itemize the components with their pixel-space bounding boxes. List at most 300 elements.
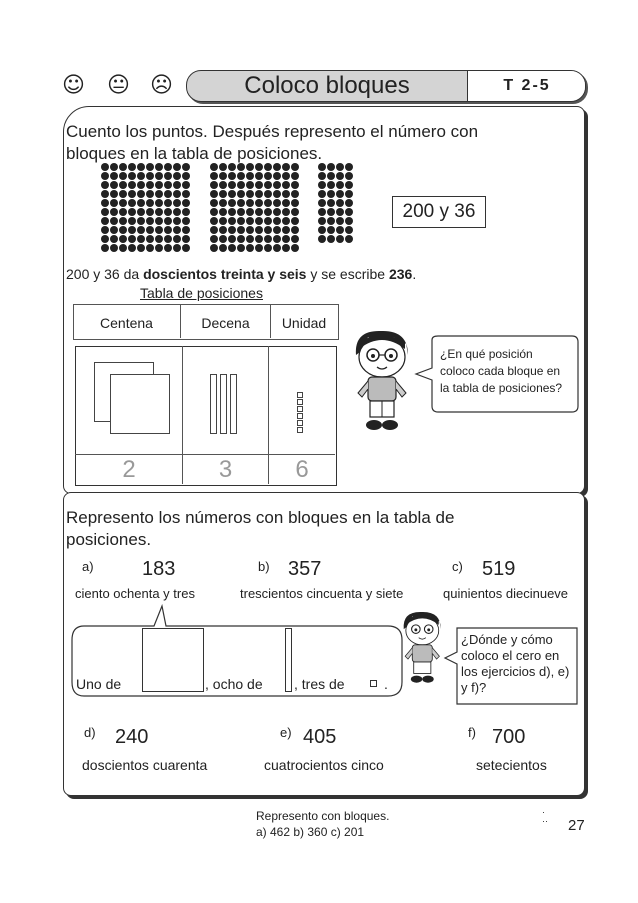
dot xyxy=(282,226,290,234)
header-unidad: Unidad xyxy=(281,315,327,331)
dot xyxy=(182,181,190,189)
dot xyxy=(336,172,344,180)
dot xyxy=(146,163,154,171)
dot xyxy=(345,235,353,243)
dot xyxy=(119,163,127,171)
dot xyxy=(128,190,136,198)
dot xyxy=(255,217,263,225)
unit-cube xyxy=(297,399,303,405)
dot xyxy=(264,226,272,234)
dot xyxy=(219,199,227,207)
dot xyxy=(246,199,254,207)
dot xyxy=(219,190,227,198)
dot xyxy=(110,190,118,198)
dot xyxy=(119,217,127,225)
hundred-block-example xyxy=(142,628,204,692)
dot xyxy=(101,190,109,198)
dot xyxy=(291,244,299,252)
hundred-dots-1 xyxy=(101,163,190,252)
dot xyxy=(110,163,118,171)
header-centena: Centena xyxy=(100,315,153,331)
dot xyxy=(155,181,163,189)
dot xyxy=(237,172,245,180)
dot xyxy=(291,235,299,243)
dot xyxy=(210,226,218,234)
dot xyxy=(282,208,290,216)
item-a-words: ciento ochenta y tres xyxy=(75,586,195,601)
dot xyxy=(101,199,109,207)
unit-cube xyxy=(297,420,303,426)
hundred-block xyxy=(110,374,170,434)
instruction-2-line1: Represento los números con bloques en la tabla de xyxy=(66,508,455,527)
dot xyxy=(264,235,272,243)
dot xyxy=(210,181,218,189)
dot xyxy=(282,190,290,198)
dot xyxy=(255,208,263,216)
dot xyxy=(282,163,290,171)
dot xyxy=(228,199,236,207)
dot xyxy=(291,208,299,216)
dot xyxy=(210,235,218,243)
dot xyxy=(318,208,326,216)
item-b-number: 357 xyxy=(288,558,322,580)
dot xyxy=(228,226,236,234)
dot xyxy=(210,163,218,171)
dot xyxy=(264,208,272,216)
dot xyxy=(119,172,127,180)
dot xyxy=(336,199,344,207)
dot xyxy=(210,244,218,252)
dot xyxy=(164,208,172,216)
dot xyxy=(291,190,299,198)
dot xyxy=(210,208,218,216)
dot xyxy=(282,235,290,243)
dot xyxy=(273,190,281,198)
dot xyxy=(155,235,163,243)
dot xyxy=(219,226,227,234)
dot xyxy=(336,226,344,234)
item-e-words: cuatrocientos cinco xyxy=(264,757,384,773)
dot xyxy=(146,190,154,198)
dot xyxy=(173,208,181,216)
item-c-letter: c) xyxy=(452,559,463,574)
dot xyxy=(345,226,353,234)
dot xyxy=(101,244,109,252)
dot xyxy=(164,226,172,234)
dot xyxy=(110,217,118,225)
dot xyxy=(291,172,299,180)
dot xyxy=(182,235,190,243)
dot xyxy=(228,172,236,180)
dot xyxy=(246,244,254,252)
dot xyxy=(327,163,335,171)
dot xyxy=(282,181,290,189)
dot xyxy=(101,208,109,216)
dot xyxy=(291,163,299,171)
dot xyxy=(219,181,227,189)
hint-tres-de: , tres de xyxy=(294,676,345,692)
dot xyxy=(264,172,272,180)
dot xyxy=(146,226,154,234)
dot xyxy=(291,217,299,225)
dot xyxy=(137,226,145,234)
dot xyxy=(327,217,335,225)
dot xyxy=(128,199,136,207)
dot xyxy=(137,172,145,180)
dot xyxy=(318,235,326,243)
dot xyxy=(119,190,127,198)
dot xyxy=(137,199,145,207)
lesson-code: T 2-5 xyxy=(467,71,586,101)
dot xyxy=(345,181,353,189)
dot xyxy=(345,199,353,207)
dot xyxy=(246,181,254,189)
dot xyxy=(110,244,118,252)
bubble-question-2: ¿Dónde y cómo coloco el cero en los ejercicios d), e) y f)? xyxy=(461,632,570,695)
dot xyxy=(255,190,263,198)
dot xyxy=(182,217,190,225)
dot xyxy=(336,217,344,225)
dot xyxy=(128,244,136,252)
dot xyxy=(128,217,136,225)
dot xyxy=(219,163,227,171)
dot xyxy=(164,244,172,252)
dot xyxy=(318,163,326,171)
dot xyxy=(336,163,344,171)
instruction-2-line2: posiciones. xyxy=(66,530,152,549)
dot xyxy=(255,235,263,243)
dot xyxy=(273,163,281,171)
dot xyxy=(155,226,163,234)
dot xyxy=(282,172,290,180)
dot xyxy=(255,244,263,252)
dot xyxy=(110,235,118,243)
dot xyxy=(228,208,236,216)
dot xyxy=(228,217,236,225)
ten-rod xyxy=(210,374,217,434)
dot xyxy=(237,181,245,189)
dot xyxy=(318,199,326,207)
dot xyxy=(182,190,190,198)
dot xyxy=(237,190,245,198)
instruction-1-line1: Cuento los puntos. Después represento el número con xyxy=(66,122,479,141)
sad-face-icon: ☹ xyxy=(150,73,173,98)
dot xyxy=(282,244,290,252)
dot xyxy=(336,208,344,216)
hint-ocho-de: , ocho de xyxy=(205,676,263,692)
dot xyxy=(146,235,154,243)
dot xyxy=(237,226,245,234)
dot xyxy=(164,163,172,171)
header-decena: Decena xyxy=(201,315,250,331)
dot xyxy=(219,244,227,252)
unit-cube-example xyxy=(370,680,377,687)
dot xyxy=(336,181,344,189)
dot xyxy=(210,199,218,207)
dot xyxy=(110,226,118,234)
dot xyxy=(246,208,254,216)
dot xyxy=(273,208,281,216)
dot xyxy=(164,217,172,225)
item-c-number: 519 xyxy=(482,558,516,580)
dot xyxy=(155,217,163,225)
item-c-words: quinientos diecinueve xyxy=(443,586,569,601)
result-sentence: 200 y 36 da doscientos treinta y seis y se escribe 236. xyxy=(66,266,417,282)
dot xyxy=(291,199,299,207)
dot xyxy=(291,226,299,234)
dot xyxy=(219,208,227,216)
dot xyxy=(182,163,190,171)
neutral-face-icon: 😐 xyxy=(107,73,130,98)
dot xyxy=(155,199,163,207)
remaining-dots xyxy=(318,163,353,243)
dot xyxy=(164,199,172,207)
divider xyxy=(75,454,335,455)
dot xyxy=(273,244,281,252)
dot xyxy=(246,235,254,243)
dot xyxy=(182,172,190,180)
dot xyxy=(345,208,353,216)
dot xyxy=(110,208,118,216)
dot xyxy=(110,181,118,189)
item-f-letter: f) xyxy=(468,725,476,740)
dot xyxy=(273,199,281,207)
dot xyxy=(155,244,163,252)
dot xyxy=(119,226,127,234)
dot xyxy=(164,172,172,180)
dot xyxy=(273,181,281,189)
dot xyxy=(146,217,154,225)
item-f-number: 700 xyxy=(492,726,526,748)
dot xyxy=(318,226,326,234)
dot xyxy=(255,226,263,234)
dot xyxy=(228,181,236,189)
dot xyxy=(210,172,218,180)
dot xyxy=(327,199,335,207)
dot xyxy=(128,235,136,243)
dot xyxy=(318,172,326,180)
dot xyxy=(128,172,136,180)
dot xyxy=(246,190,254,198)
dot xyxy=(345,172,353,180)
dot xyxy=(137,208,145,216)
dot xyxy=(327,181,335,189)
dot xyxy=(146,244,154,252)
dot xyxy=(146,199,154,207)
dot xyxy=(210,190,218,198)
digit-centena: 2 xyxy=(122,456,136,483)
dot xyxy=(128,208,136,216)
dot xyxy=(345,190,353,198)
dot xyxy=(246,163,254,171)
dot xyxy=(246,172,254,180)
dot xyxy=(318,181,326,189)
dot xyxy=(101,163,109,171)
dot xyxy=(237,217,245,225)
dot xyxy=(101,226,109,234)
table-title: Tabla de posiciones xyxy=(140,285,263,301)
ten-rod xyxy=(230,374,237,434)
page-title: Coloco bloques xyxy=(244,72,410,99)
dot xyxy=(246,226,254,234)
item-d-words: doscientos cuarenta xyxy=(82,757,208,773)
answers-title: Represento con bloques. xyxy=(256,809,390,823)
digit-unidad: 6 xyxy=(295,456,309,483)
dot xyxy=(327,208,335,216)
dot xyxy=(101,172,109,180)
dot xyxy=(336,190,344,198)
dot xyxy=(318,190,326,198)
dot xyxy=(237,235,245,243)
dot xyxy=(164,235,172,243)
dot xyxy=(228,244,236,252)
digit-decena: 3 xyxy=(218,456,233,483)
dot xyxy=(173,217,181,225)
item-e-number: 405 xyxy=(303,726,337,748)
dot xyxy=(182,199,190,207)
dot xyxy=(291,181,299,189)
dot xyxy=(119,244,127,252)
dot xyxy=(246,217,254,225)
dot xyxy=(137,190,145,198)
dot xyxy=(273,226,281,234)
dot xyxy=(237,208,245,216)
item-b-letter: b) xyxy=(258,559,270,574)
title-bar xyxy=(186,70,586,102)
dot xyxy=(255,199,263,207)
dot xyxy=(173,190,181,198)
dot xyxy=(264,217,272,225)
dot xyxy=(155,208,163,216)
unit-cube xyxy=(297,392,303,398)
dot xyxy=(173,235,181,243)
hint-uno-de: Uno de xyxy=(76,676,122,692)
dot xyxy=(110,172,118,180)
dot xyxy=(146,172,154,180)
dot xyxy=(137,235,145,243)
dot xyxy=(164,190,172,198)
dot xyxy=(128,226,136,234)
dot xyxy=(182,208,190,216)
dot xyxy=(101,235,109,243)
dot xyxy=(228,163,236,171)
dot xyxy=(237,199,245,207)
dot xyxy=(101,181,109,189)
dot xyxy=(119,208,127,216)
answers-values: a) 462 b) 360 c) 201 xyxy=(256,825,365,839)
dot xyxy=(327,190,335,198)
dot xyxy=(228,235,236,243)
item-f-words: setecientos xyxy=(476,757,547,773)
dot xyxy=(219,217,227,225)
dot xyxy=(137,217,145,225)
dot xyxy=(155,190,163,198)
dot xyxy=(282,217,290,225)
item-a-number: 183 xyxy=(142,558,176,580)
dot xyxy=(264,190,272,198)
unit-cube xyxy=(297,413,303,419)
boy-illustration xyxy=(348,325,418,435)
unit-cube xyxy=(297,406,303,412)
dot xyxy=(264,163,272,171)
dot xyxy=(237,244,245,252)
dot xyxy=(146,208,154,216)
dot xyxy=(128,163,136,171)
item-a-letter: a) xyxy=(82,559,94,574)
dot xyxy=(255,172,263,180)
dot xyxy=(173,226,181,234)
dots-mark-icon: · ·· xyxy=(542,807,548,826)
dot xyxy=(146,181,154,189)
dot xyxy=(137,244,145,252)
dot xyxy=(119,199,127,207)
dot xyxy=(336,235,344,243)
dot xyxy=(273,217,281,225)
dot xyxy=(173,181,181,189)
dot xyxy=(155,163,163,171)
dot xyxy=(264,199,272,207)
dot xyxy=(210,217,218,225)
unit-cubes xyxy=(297,392,303,434)
dot xyxy=(137,163,145,171)
smile-face-icon: ☺ xyxy=(62,73,85,98)
instruction-1-line2: bloques en la tabla de posiciones. xyxy=(66,144,323,163)
dot xyxy=(173,163,181,171)
dot xyxy=(237,163,245,171)
dot xyxy=(219,235,227,243)
dot xyxy=(228,190,236,198)
dot xyxy=(173,199,181,207)
dot xyxy=(119,235,127,243)
dot xyxy=(327,172,335,180)
dot xyxy=(255,181,263,189)
bubble-question-1: ¿En qué posición coloco cada bloque en la tabla de posiciones? xyxy=(440,347,563,395)
dot xyxy=(164,181,172,189)
item-b-words: trescientos cincuenta y siete xyxy=(240,586,404,601)
dot xyxy=(182,226,190,234)
dot xyxy=(282,199,290,207)
dot xyxy=(219,172,227,180)
dot xyxy=(345,217,353,225)
dot xyxy=(110,199,118,207)
dot xyxy=(327,235,335,243)
number-box: 200 y 36 xyxy=(392,196,486,228)
dot xyxy=(173,244,181,252)
page-number: 27 xyxy=(568,817,585,834)
ten-rod xyxy=(220,374,227,434)
dot xyxy=(182,244,190,252)
dot xyxy=(101,217,109,225)
dot xyxy=(173,172,181,180)
unit-cube xyxy=(297,427,303,433)
ten-rod-example xyxy=(285,628,292,692)
dot xyxy=(128,181,136,189)
item-d-letter: d) xyxy=(84,725,96,740)
dot xyxy=(273,235,281,243)
dot xyxy=(264,244,272,252)
dot xyxy=(345,163,353,171)
item-e-letter: e) xyxy=(280,725,292,740)
dot xyxy=(264,181,272,189)
dot xyxy=(327,226,335,234)
dot xyxy=(155,172,163,180)
hint-end: . xyxy=(384,676,388,692)
dot xyxy=(273,172,281,180)
item-d-number: 240 xyxy=(115,726,149,748)
dot xyxy=(137,181,145,189)
dot xyxy=(119,181,127,189)
dot xyxy=(255,163,263,171)
